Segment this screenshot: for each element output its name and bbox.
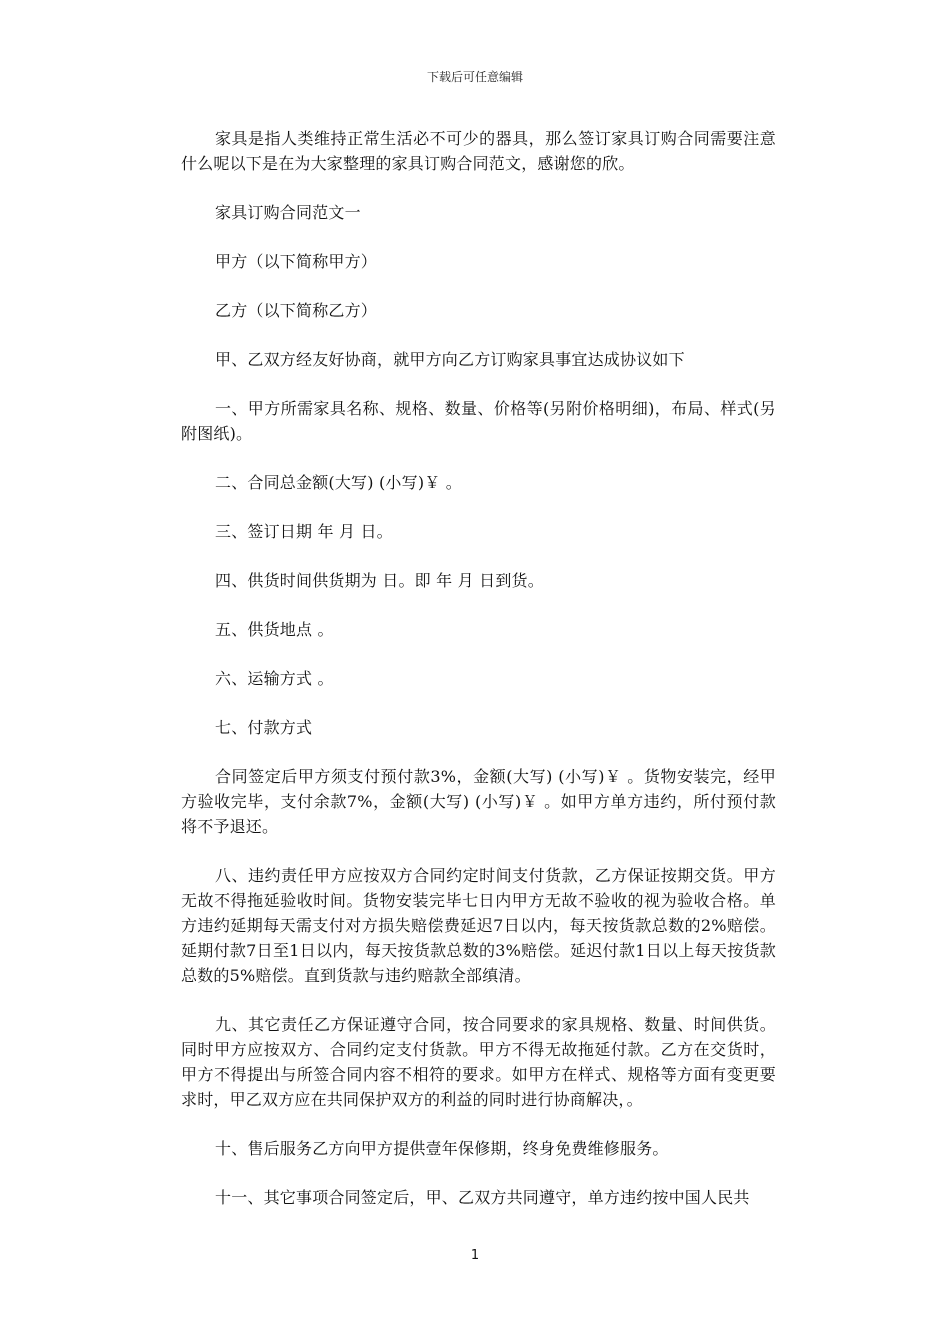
clause-1: 一、甲方所需家具名称、规格、数量、价格等(另附价格明细)，布局、样式(另附图纸)。: [181, 399, 776, 443]
payment-terms: 合同签定后甲方须支付预付款3%，金额(大写) (小写)￥ 。货物安装完，经甲方验收完毕，支付余款7%，金额(大写) (小写)￥ 。如甲方单方违约，所付预付款将不予退还。: [181, 767, 776, 836]
clause-11: 十一、其它事项合同签定后，甲、乙双方共同遵守，单方违约按中国人民共: [215, 1188, 750, 1207]
clause-2: 二、合同总金额(大写) (小写)￥ 。: [215, 473, 462, 492]
clause-9: 九、其它责任乙方保证遵守合同，按合同要求的家具规格、数量、时间供货。同时甲方应按双方、合同约定支付货款。甲方不得无故拖延付款。乙方在交货时，甲方不得提出与所签合同内容不相符的要求。如甲方在样式、规格等方面有变更要求时，甲乙双方应在共同保护双方的利益的同时进行协商解决，。: [181, 1015, 776, 1109]
clause-4: 四、供货时间供货期为 日。即 年 月 日到货。: [215, 571, 544, 590]
clause-7: 七、付款方式: [215, 718, 313, 737]
clause-10: 十、售后服务乙方向甲方提供壹年保修期，终身免费维修服务。: [215, 1139, 669, 1158]
contract-title: 家具订购合同范文一: [215, 203, 361, 222]
clause-6: 六、运输方式 。: [215, 669, 334, 688]
clause-5: 五、供货地点 。: [215, 620, 334, 639]
intro-paragraph: 家具是指人类维持正常生活必不可少的器具，那么签订家具订购合同需要注意什么呢以下是在为大家整理的家具订购合同范文，感谢您的欣。: [181, 129, 776, 173]
page-number: 1: [470, 1248, 480, 1263]
agreement-preamble: 甲、乙双方经友好协商，就甲方向乙方订购家具事宜达成协议如下: [215, 350, 685, 369]
page-header: 下载后可任意编辑: [426, 70, 523, 84]
party-b-line: 乙方（以下简称乙方）: [215, 301, 378, 320]
party-a-line: 甲方（以下简称甲方）: [215, 252, 378, 271]
clause-3: 三、签订日期 年 月 日。: [215, 522, 393, 541]
document-body: [181, 126, 776, 1234]
clause-8: 八、违约责任甲方应按双方合同约定时间支付货款，乙方保证按期交货。甲方无故不得拖延验收时间。货物安装完毕七日内甲方无故不验收的视为验收合格。单方违约延期每天需支付对方损失赔偿费延迟7日以内，每天按货款总数的2%赔偿。延期付款7日至1日以内，每天按货款总数的3%赔偿。延迟付款1日以上每天按货款总数的5%赔偿。直到货款与违约赔款全部缜清。: [181, 866, 776, 985]
